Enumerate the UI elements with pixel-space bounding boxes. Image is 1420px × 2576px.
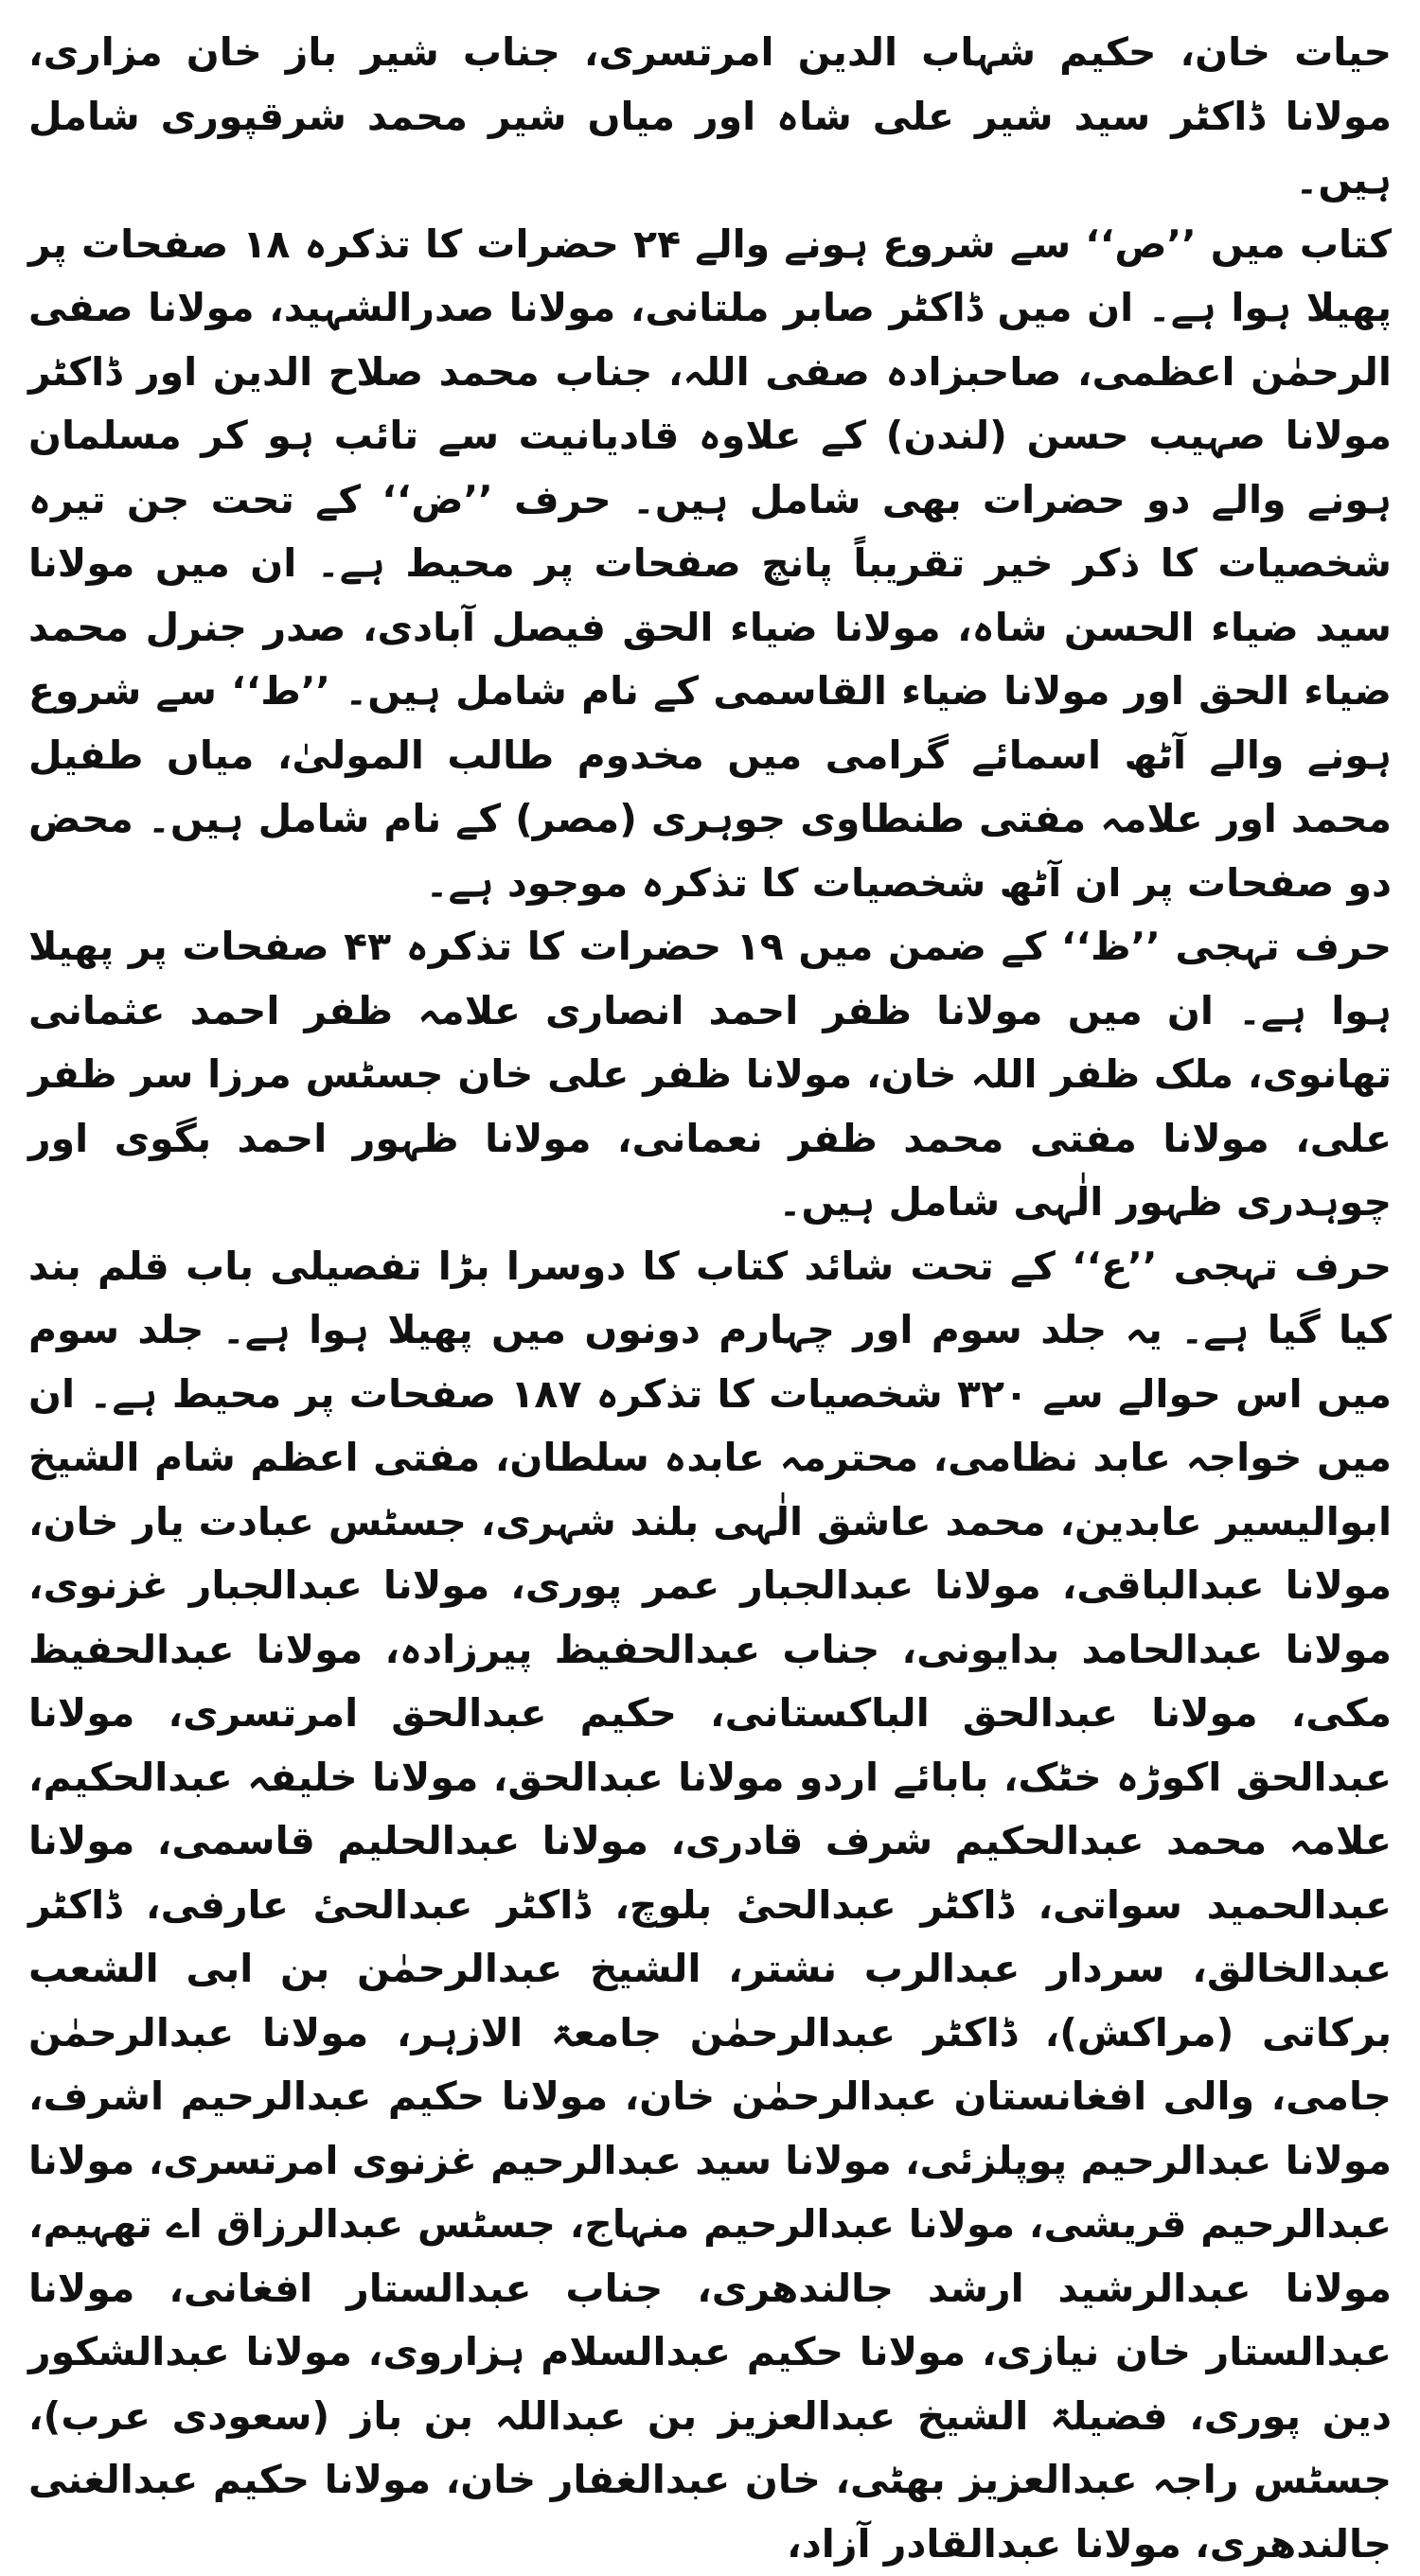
paragraph-letter-ain: حرف تہجی ’’ع‘‘ کے تحت شائد کتاب کا دوسرا بڑا تفصیلی باب قلم بند کیا گیا ہے۔ یہ جلد سوم اور چہارم دونوں میں پھیلا ہوا ہے۔ جلد سوم میں اس حوالے سے ۳۲۰ شخصیات کا تذکرہ ۱۸۷ صفحات پر محیط ہے۔ ان میں خواجہ عابد نظامی، محترمہ عابدہ سلطان، مفتی اعظم شام الشیخ ابوالیسیر عابدین، محمد عاشق الٰہی بلند شہری، جسٹس عبادت یار خان، مولانا عبدالباقی، مولانا عبدالجبار عمر پوری، مولانا عبدالجبار غزنوی، مولانا عبدالحامد بدایونی، جناب عبدالحفیظ پیرزادہ، مولانا عبدالحفیظ مکی، مولانا عبدالحق الباکستانی، حکیم عبدالحق امرتسری، مولانا عبدالحق اکوڑہ خٹک، بابائے اردو مولانا عبدالحق، مولانا خلیفہ عبدالحکیم، علامہ محمد عبدالحکیم شرف قادری، مولانا عبدالحلیم قاسمی، مولانا عبدالحمید سواتی، ڈاکٹر عبدالحیٔ بلوچ، ڈاکٹر عبدالحیٔ عارفی، ڈاکٹر عبدالخالق، سردار عبدالرب نشتر، الشیخ عبدالرحمٰن بن ابی الشعب برکاتی (مراکش)، ڈاکٹر عبدالرحمٰن جامعۃ الازہر، مولانا عبدالرحمٰن جامی، والی افغانستان عبدالرحمٰن خان، مولانا حکیم عبدالرحیم اشرف، مولانا عبدالرحیم پوپلزئی، مولانا سید عبدالرحیم غزنوی امرتسری، مولانا عبدالرحیم قریشی، مولانا عبدالرحیم منہاج، جسٹس عبدالرزاق اے تھہیم، مولانا عبدالرشید ارشد جالندھری، جناب عبدالستار افغانی، مولانا عبدالستار خان نیازی، مولانا حکیم عبدالسلام ہزاروی، مولانا عبدالشکور دین پوری، فضیلۃ الشیخ عبدالعزیز بن عبداللہ بن باز (سعودی عرب)، جسٹس راجہ عبدالعزیز بھٹی، خان عبدالغفار خان، مولانا حکیم عبدالغنی جالندھری، مولانا عبدالقادر آزاد، xyxy=(28,1235,1392,2576)
paragraph-letter-suad-zuad-toein: کتاب میں ’’ص‘‘ سے شروع ہونے والے ۲۴ حضرات کا تذکرہ ۱۸ صفحات پر پھیلا ہوا ہے۔ ان میں ڈاکٹر صابر ملتانی، مولانا صدرالشہید، مولانا صفی الرحمٰن اعظمی، صاحبزادہ صفی اللہ، جناب محمد صلاح الدین اور ڈاکٹر مولانا صہیب حسن (لندن) کے علاوہ قادیانیت سے تائب ہو کر مسلمان ہونے والے دو حضرات بھی شامل ہیں۔ حرف ’’ض‘‘ کے تحت جن تیرہ شخصیات کا ذکر خیر تقریباً پانچ صفحات پر محیط ہے۔ ان میں مولانا سید ضیاء الحسن شاہ، مولانا ضیاء الحق فیصل آبادی، صدر جنرل محمد ضیاء الحق اور مولانا ضیاء القاسمی کے نام شامل ہیں۔ ’’ط‘‘ سے شروع ہونے والے آٹھ اسمائے گرامی میں مخدوم طالب المولیٰ، میاں طفیل محمد اور علامہ مفتی طنطاوی جوہری (مصر) کے نام شامل ہیں۔ محض دو صفحات پر ان آٹھ شخصیات کا تذکرہ موجود ہے۔ xyxy=(28,213,1392,916)
paragraph-letter-zoein: حرف تہجی ’’ظ‘‘ کے ضمن میں ۱۹ حضرات کا تذکرہ ۴۳ صفحات پر پھیلا ہوا ہے۔ ان میں مولانا ظفر احمد انصاری علامہ ظفر احمد عثمانی تھانوی، ملک ظفر اللہ خان، مولانا ظفر علی خان جسٹس مرزا سر ظفر علی، مولانا مفتی محمد ظفر نعمانی، مولانا ظہور احمد بگوی اور چوہدری ظہور الٰہی شامل ہیں۔ xyxy=(28,915,1392,1235)
paragraph-continuation: حیات خان، حکیم شہاب الدین امرتسری، جناب شیر باز خان مزاری، مولانا ڈاکٹر سید شیر علی شاہ اور میاں شیر محمد شرقپوری شامل ہیں۔ xyxy=(28,21,1392,213)
urdu-text-body xyxy=(28,21,1392,2576)
